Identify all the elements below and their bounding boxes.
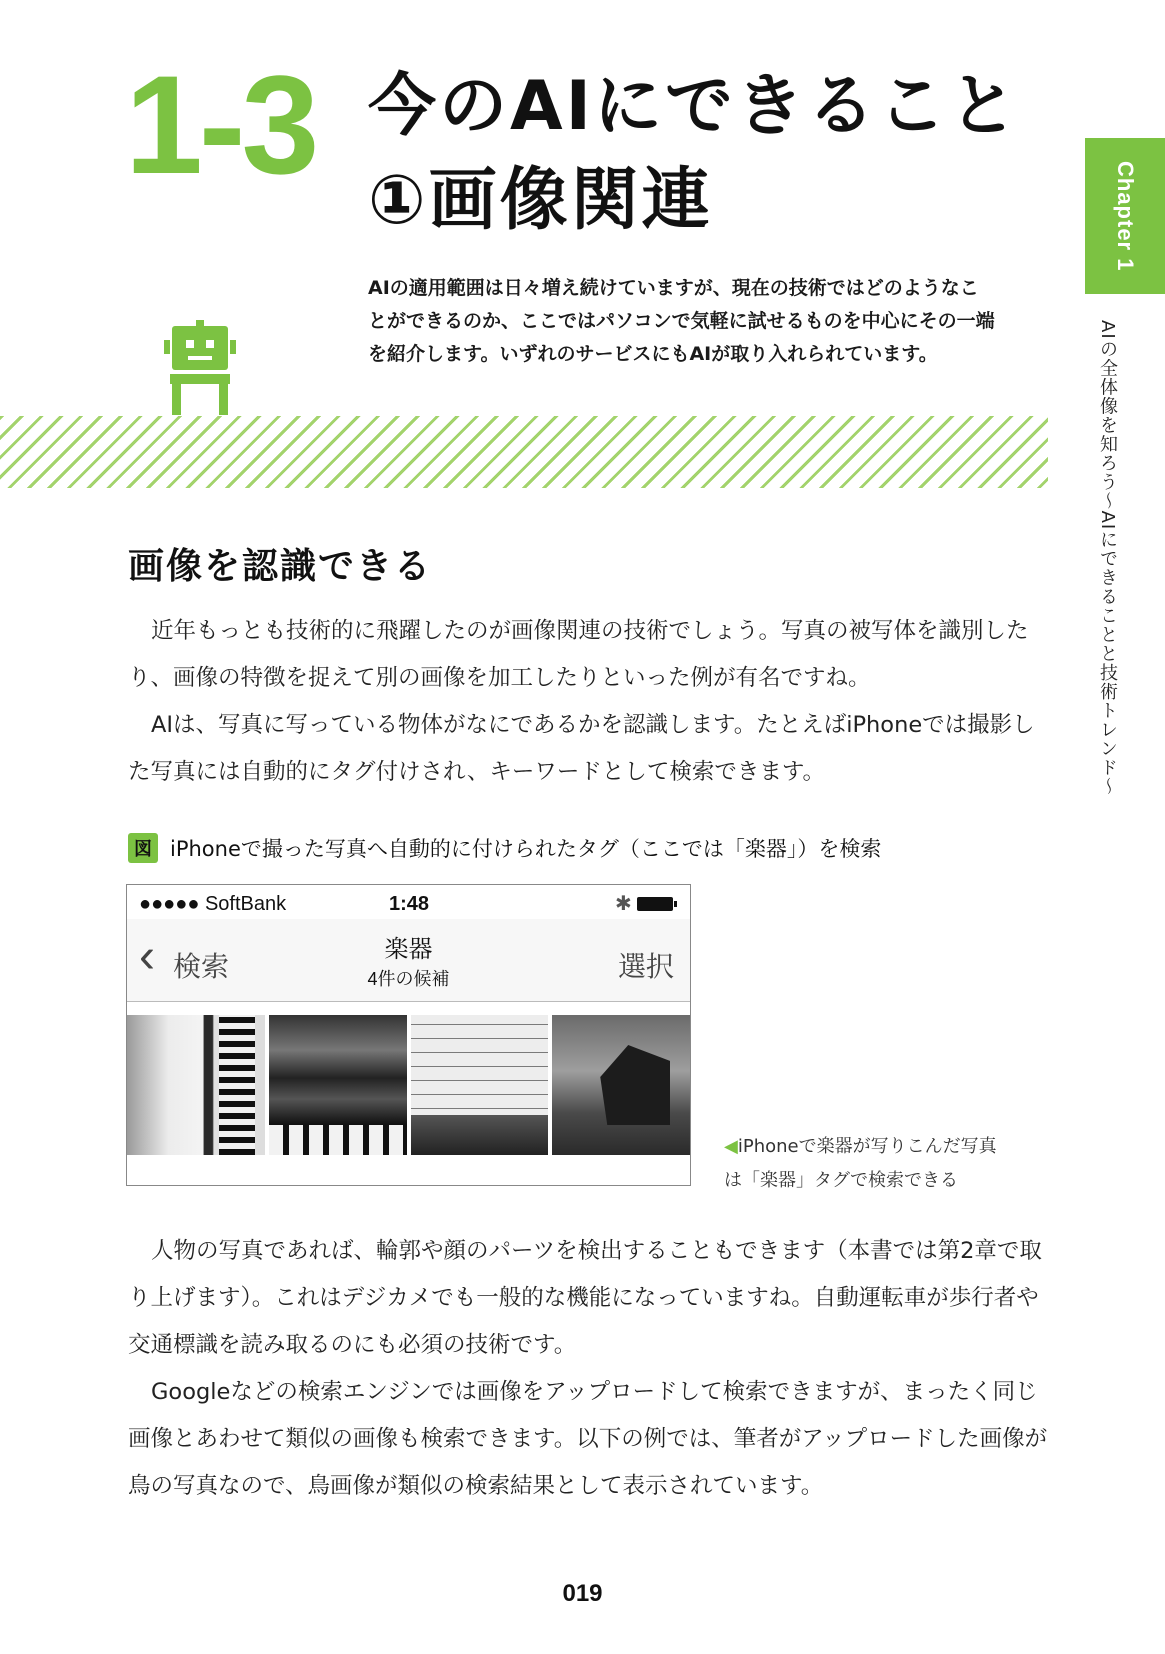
body-paragraph: 近年もっとも技術的に飛躍したのが画像関連の技術でしょう。写真の被写体を識別したり、画像の特徴を捉えて別の画像を加工したりといった例が有名ですね。 xyxy=(128,618,1029,691)
decorative-stripe-band xyxy=(0,416,1048,488)
body-paragraph-group-1 xyxy=(128,608,1048,796)
side-note-line: iPhoneで楽器が写りこんだ写真 xyxy=(737,1136,997,1157)
subsection-heading: 画像を認識できる xyxy=(128,546,433,587)
figure-badge: 図 xyxy=(128,833,158,863)
section-number: 1-3 xyxy=(125,46,316,203)
photo-thumbnail[interactable] xyxy=(552,1015,690,1155)
figure-side-note xyxy=(724,1130,1054,1198)
carrier-name: ●●●●● SoftBank xyxy=(139,893,287,915)
nav-title: 楽器 xyxy=(384,936,433,963)
bluetooth-icon: ✱ xyxy=(615,893,632,915)
figure-caption xyxy=(128,833,881,863)
nav-subtitle: 4件の候補 xyxy=(367,969,450,989)
photo-thumbnail[interactable] xyxy=(411,1015,549,1155)
section-title-line2: ①画像関連 xyxy=(368,161,713,240)
body-paragraph: Googleなどの検索エンジンでは画像をアップロードして検索できますが、まったく同じ画像とあわせて類似の画像も検索できます。以下の例では、筆者がアップロードした画像が鳥の写真なので、鳥画像が類似の検索結果として表示されています。 xyxy=(128,1379,1048,1499)
chapter-running-title: AIの全体像を知ろう～AIにできることと技術トレンド～ xyxy=(1097,320,1118,797)
status-bar xyxy=(127,885,690,919)
select-button[interactable]: 選択 xyxy=(617,951,674,982)
chevron-left-icon[interactable]: ‹ xyxy=(139,930,155,983)
page-number: 019 xyxy=(562,1580,603,1607)
body-paragraph: AIは、写真に写っている物体がなにであるかを認識します。たとえばiPhoneでは撮影した写真には自動的にタグ付けされ、キーワードとして検索できます。 xyxy=(128,712,1035,785)
body-paragraph: 人物の写真であれば、輪郭や顔のパーツを検出することもできます（本書では第2章で取り上げます）。これはデジカメでも一般的な機能になっていますね。自動運転車が歩行者や交通標識を読み取るのにも必須の技術です。 xyxy=(128,1238,1042,1358)
triangle-left-icon: ◀ xyxy=(724,1136,738,1157)
section-intro xyxy=(368,272,1018,371)
battery-tip-icon xyxy=(674,901,677,907)
intro-line: AIの適用範囲は日々増え続けていますが、現在の技術ではどのようなこ xyxy=(368,277,979,299)
photo-thumbnail[interactable] xyxy=(269,1015,407,1155)
figure-caption-text: iPhoneで撮った写真へ自動的に付けられたタグ（ここでは「楽器」）を検索 xyxy=(170,837,882,861)
intro-line: とができるのか、ここではパソコンで気軽に試せるものを中心にその一端 xyxy=(368,310,995,332)
chapter-tab-label: Chapter 1 xyxy=(1113,160,1138,272)
battery-icon xyxy=(637,897,673,911)
status-time: 1:48 xyxy=(389,893,430,915)
back-button[interactable]: 検索 xyxy=(173,951,230,982)
side-note-line: は「楽器」タグで検索できる xyxy=(724,1170,958,1191)
intro-line: を紹介します。いずれのサービスにもAIが取り入れられています。 xyxy=(368,343,938,365)
robot-icon xyxy=(160,320,240,415)
nav-bar xyxy=(127,919,690,1002)
photo-thumbnail[interactable] xyxy=(127,1015,265,1155)
body-paragraph-group-2 xyxy=(128,1228,1048,1510)
iphone-screenshot xyxy=(126,884,691,1186)
photo-grid xyxy=(127,1015,690,1155)
section-title-line1: 今のAIにできること xyxy=(368,67,1020,146)
